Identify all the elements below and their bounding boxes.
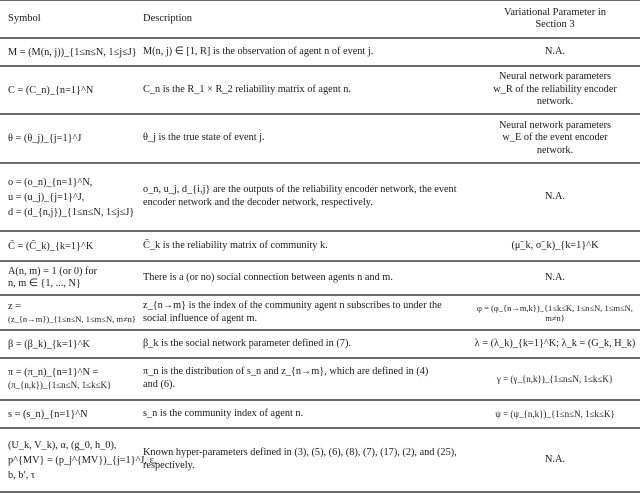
- symbol-cell: [8, 39, 136, 65]
- symbol-text: β = (β_k)_{k=1}^K: [8, 338, 90, 350]
- description-text: π_n is the distribution of s_n and z_{n→m}, which are defined in (4) and (6).: [143, 366, 429, 390]
- variational-cell: [470, 359, 640, 399]
- symbol-text: s = (s_n)_{n=1}^N: [8, 408, 88, 420]
- header-variational-line1: Variational Parameter in: [503, 6, 607, 18]
- symbol-text: n, m ∈ {1, ..., N}: [8, 278, 81, 289]
- description-cell: [143, 262, 478, 294]
- header-variational-line2: Section 3: [535, 19, 575, 30]
- description-text: C_n is the R_1 × R_2 reliability matrix of agent n.: [143, 83, 351, 95]
- description-cell: [143, 401, 478, 427]
- variational-text: (μ̃_k, σ̃_k)_{k=1}^K: [511, 239, 599, 251]
- symbol-text: u = (u_j)_{j=1}^J,: [8, 191, 85, 203]
- description-text: θ_j is the true state of event j.: [143, 132, 265, 144]
- description-cell: [143, 39, 478, 65]
- symbol-cell: [8, 331, 136, 357]
- symbol-cell: [8, 359, 136, 399]
- table-row: [0, 164, 640, 232]
- variational-text: N.A.: [544, 453, 566, 465]
- symbol-text: π = (π_n)_{n=1}^N =: [8, 367, 99, 378]
- variational-text: Neural network parameters: [498, 71, 612, 83]
- variational-text: N.A.: [544, 271, 566, 283]
- variational-text: λ = (λ_k)_{k=1}^K; λ_k = (G_k, H_k): [474, 337, 636, 349]
- table-row: [0, 67, 640, 115]
- table-row: [0, 331, 640, 359]
- variational-text: network.: [536, 96, 574, 108]
- variational-cell: [470, 429, 640, 491]
- symbol-cell: [8, 296, 136, 329]
- symbol-text: d = (d_{n,j})_{1≤n≤N, 1≤j≤J}: [8, 206, 135, 218]
- description-cell: [143, 115, 478, 162]
- description-text: o_n, u_j, d_{i,j} are the outputs of the reliability encoder network, the event encoder network and the decoder network, respectively.: [143, 184, 457, 208]
- header-variational: [470, 1, 640, 37]
- table-header-row: [0, 1, 640, 39]
- description-cell: [143, 359, 443, 399]
- symbol-cell: [8, 262, 136, 294]
- variational-cell: [470, 401, 640, 427]
- symbol-text: C = (C_n)_{n=1}^N: [8, 84, 94, 96]
- table-row: [0, 232, 640, 262]
- variational-cell: [470, 331, 640, 357]
- header-description: [143, 1, 478, 37]
- symbol-text: z =: [8, 300, 21, 312]
- symbol-cell: [8, 401, 136, 427]
- table-row: [0, 39, 640, 67]
- header-symbol: [8, 1, 136, 37]
- header-symbol-text: Symbol: [8, 12, 41, 24]
- description-text: There is a (or no) social connection between agents n and m.: [143, 271, 393, 283]
- variational-cell: [470, 164, 640, 230]
- table-row: [0, 296, 640, 331]
- variational-text: γ = (γ_{n,k})_{1≤n≤N, 1≤k≤K}: [496, 373, 614, 384]
- table-row: [0, 262, 640, 296]
- variational-text: w_E of the event encoder: [502, 132, 608, 144]
- symbol-cell: [8, 164, 136, 230]
- description-cell: [143, 296, 443, 329]
- symbol-text: o = (o_n)_{n=1}^N,: [8, 176, 93, 188]
- variational-cell: [470, 232, 640, 260]
- description-text: C̃_k is the reliability matrix of community k.: [143, 239, 328, 251]
- description-cell: [143, 429, 458, 491]
- variational-cell: [470, 39, 640, 65]
- symbol-text: (z_{n→m})_{1≤n≤N, 1≤m≤N, m≠n}: [8, 313, 136, 324]
- description-text: z_{n→m} is the index of the community agent n subscribes to under the social influence of agent m.: [143, 299, 442, 324]
- symbol-text: p^{MV} = (p_j^{MV})_{j=1}^J, ε,: [8, 454, 157, 466]
- symbol-text: b, b′, τ: [8, 469, 35, 481]
- header-description-text: Description: [143, 12, 192, 24]
- symbol-text: (π_{n,k})_{1≤n≤N, 1≤k≤K}: [8, 380, 112, 390]
- table-row: [0, 115, 640, 164]
- variational-text: N.A.: [544, 190, 566, 202]
- variational-cell: [470, 296, 640, 329]
- description-cell: [143, 67, 478, 113]
- description-text: s_n is the community index of agent n.: [143, 407, 304, 419]
- table-row: [0, 401, 640, 429]
- variational-cell: [470, 262, 640, 294]
- symbol-text: (U_k, V_k), α, (g_0, h_0),: [8, 439, 117, 451]
- variational-text: network.: [536, 144, 574, 156]
- symbol-cell: [8, 429, 157, 491]
- variational-text: N.A.: [544, 45, 566, 57]
- variational-text: Neural network parameters: [498, 119, 612, 131]
- symbol-text: θ = (θ_j)_{j=1}^J: [8, 133, 82, 144]
- description-text: β_k is the social network parameter defined in (7).: [143, 337, 351, 349]
- description-text: Known hyper-parameters defined in (3), (5), (6), (8), (7), (17), (2), and (25), respectively.: [143, 447, 457, 471]
- variational-text: w_R of the reliability encoder: [493, 83, 617, 95]
- symbol-text: A(n, m) = 1 (or 0) for: [8, 266, 98, 277]
- variational-text: ψ = (ψ_{n,k})_{1≤n≤N, 1≤k≤K}: [495, 408, 615, 419]
- table-row: [0, 359, 640, 401]
- symbol-cell: [8, 115, 136, 162]
- variational-cell: [470, 115, 640, 162]
- description-text: M(n, j) ∈ [1, R] is the observation of agent n of event j.: [143, 45, 374, 57]
- table-row: [0, 429, 640, 493]
- variational-cell: [470, 67, 640, 113]
- symbol-text: C̃ = (C̃_k)_{k=1}^K: [8, 240, 94, 252]
- description-cell: [143, 232, 478, 260]
- symbol-text: M = (M(n, j))_{1≤n≤N, 1≤j≤J}: [8, 46, 137, 58]
- symbol-cell: [8, 67, 136, 113]
- symbol-cell: [8, 232, 136, 260]
- variational-text: φ = (φ_{n→m,k})_{1≤k≤K, 1≤n≤N, 1≤m≤N, m≠n}: [477, 302, 633, 323]
- description-cell: [143, 164, 473, 230]
- description-cell: [143, 331, 478, 357]
